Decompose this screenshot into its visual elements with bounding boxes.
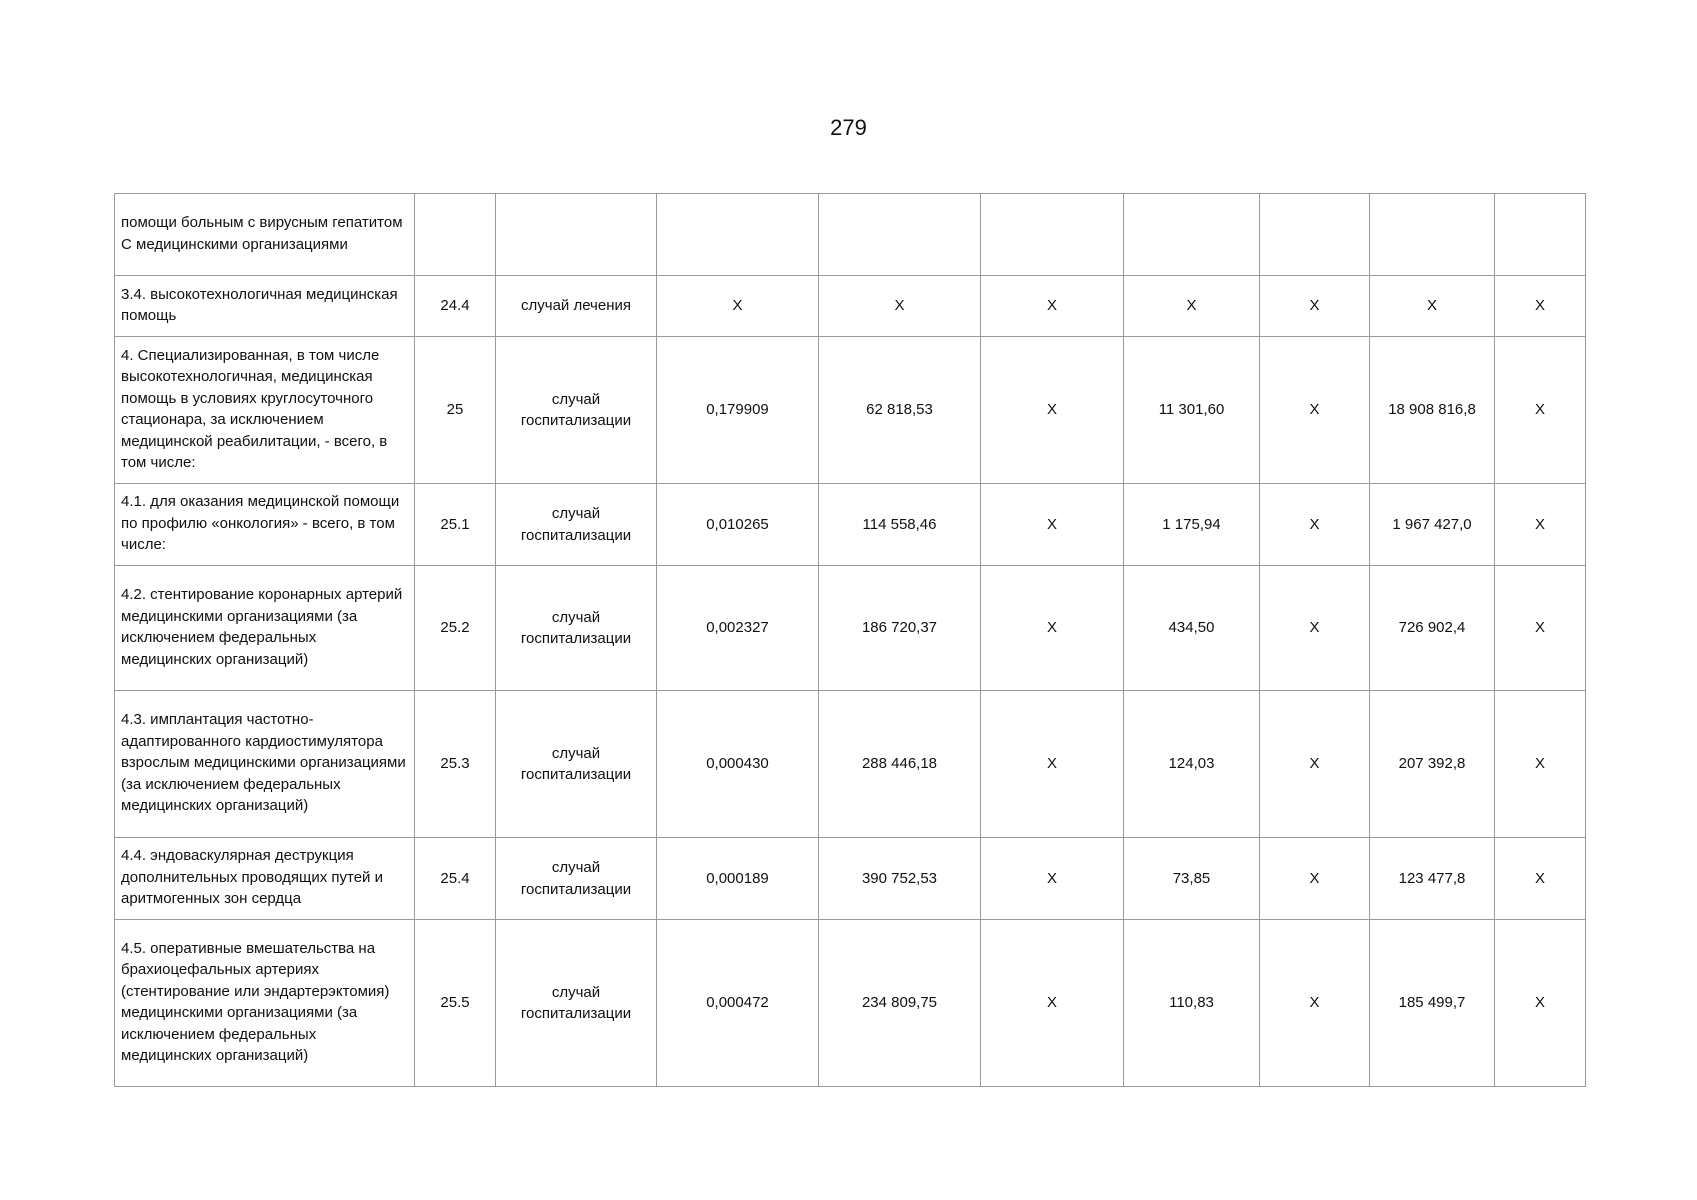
cell-col10: X bbox=[1495, 337, 1586, 484]
cell-col8: X bbox=[1260, 337, 1370, 484]
row-code: 25.4 bbox=[415, 838, 496, 920]
table-row bbox=[115, 276, 1586, 337]
row-description: 4.4. эндоваскулярная деструкция дополнительных проводящих путей и аритмогенных зон сердца bbox=[115, 838, 415, 920]
cell-col9: 18 908 816,8 bbox=[1370, 337, 1495, 484]
cell-col5: 288 446,18 bbox=[819, 691, 981, 838]
cell-col7: 1 175,94 bbox=[1124, 484, 1260, 566]
cell-col9: X bbox=[1370, 276, 1495, 337]
cell-col8: X bbox=[1260, 566, 1370, 691]
cell-col9: 207 392,8 bbox=[1370, 691, 1495, 838]
row-code: 24.4 bbox=[415, 276, 496, 337]
cell-col4: 0,000472 bbox=[657, 920, 819, 1087]
cell-col4: 0,010265 bbox=[657, 484, 819, 566]
cell-col7: 124,03 bbox=[1124, 691, 1260, 838]
cell-col9: 726 902,4 bbox=[1370, 566, 1495, 691]
cell-col4: 0,179909 bbox=[657, 337, 819, 484]
cell-col5: 186 720,37 bbox=[819, 566, 981, 691]
row-unit: случай госпитализации bbox=[496, 566, 657, 691]
cell-col5: 114 558,46 bbox=[819, 484, 981, 566]
cell-col5: 234 809,75 bbox=[819, 920, 981, 1087]
cell-col5 bbox=[819, 194, 981, 276]
cell-col9: 1 967 427,0 bbox=[1370, 484, 1495, 566]
cell-col7: 11 301,60 bbox=[1124, 337, 1260, 484]
table-row bbox=[115, 920, 1586, 1087]
cell-col8: X bbox=[1260, 484, 1370, 566]
row-unit bbox=[496, 194, 657, 276]
row-code: 25.5 bbox=[415, 920, 496, 1087]
row-unit: случай госпитализации bbox=[496, 691, 657, 838]
cell-col9: 185 499,7 bbox=[1370, 920, 1495, 1087]
cell-col6: X bbox=[981, 838, 1124, 920]
row-code: 25 bbox=[415, 337, 496, 484]
cell-col4: 0,002327 bbox=[657, 566, 819, 691]
cell-col6: X bbox=[981, 337, 1124, 484]
row-description: 4.2. стентирование коронарных артерий медицинскими организациями (за исключением федеральных медицинских организаций) bbox=[115, 566, 415, 691]
cell-col9: 123 477,8 bbox=[1370, 838, 1495, 920]
cell-col4 bbox=[657, 194, 819, 276]
cell-col5: 390 752,53 bbox=[819, 838, 981, 920]
row-code: 25.1 bbox=[415, 484, 496, 566]
cell-col10: X bbox=[1495, 920, 1586, 1087]
page-number: 279 bbox=[830, 115, 867, 140]
cell-col4: 0,000189 bbox=[657, 838, 819, 920]
row-unit: случай госпитализации bbox=[496, 838, 657, 920]
row-description: 4.5. оперативные вмешательства на брахиоцефальных артериях (стентирование или эндартерэктомия) медицинскими организациями (за исключением федеральных медицинских организаций) bbox=[115, 920, 415, 1087]
row-code bbox=[415, 194, 496, 276]
cell-col6: X bbox=[981, 484, 1124, 566]
cell-col7: 110,83 bbox=[1124, 920, 1260, 1087]
row-description: помощи больным с вирусным гепатитом С медицинскими организациями bbox=[115, 194, 415, 276]
cell-col7 bbox=[1124, 194, 1260, 276]
row-unit: случай лечения bbox=[496, 276, 657, 337]
cell-col6: X bbox=[981, 691, 1124, 838]
cell-col7: 434,50 bbox=[1124, 566, 1260, 691]
row-unit: случай госпитализации bbox=[496, 484, 657, 566]
cell-col9 bbox=[1370, 194, 1495, 276]
row-description: 4.3. имплантация частотно-адаптированного кардиостимулятора взрослым медицинскими организациями (за исключением федеральных медицинских организаций) bbox=[115, 691, 415, 838]
cell-col8: X bbox=[1260, 276, 1370, 337]
cell-col7: X bbox=[1124, 276, 1260, 337]
row-description: 4.1. для оказания медицинской помощи по профилю «онкология» - всего, в том числе: bbox=[115, 484, 415, 566]
cell-col6: X bbox=[981, 276, 1124, 337]
cell-col8: X bbox=[1260, 838, 1370, 920]
cell-col10: X bbox=[1495, 838, 1586, 920]
row-code: 25.3 bbox=[415, 691, 496, 838]
cell-col10: X bbox=[1495, 566, 1586, 691]
data-table bbox=[114, 193, 1586, 1087]
table-row bbox=[115, 691, 1586, 838]
cell-col8 bbox=[1260, 194, 1370, 276]
cell-col5: X bbox=[819, 276, 981, 337]
cell-col8: X bbox=[1260, 691, 1370, 838]
row-unit: случай госпитализации bbox=[496, 920, 657, 1087]
row-code: 25.2 bbox=[415, 566, 496, 691]
cell-col6: X bbox=[981, 566, 1124, 691]
cell-col10: X bbox=[1495, 484, 1586, 566]
row-unit: случай госпитализации bbox=[496, 337, 657, 484]
cell-col7: 73,85 bbox=[1124, 838, 1260, 920]
table-row bbox=[115, 484, 1586, 566]
table-row bbox=[115, 194, 1586, 276]
cell-col10: X bbox=[1495, 691, 1586, 838]
table-row bbox=[115, 838, 1586, 920]
cell-col4: X bbox=[657, 276, 819, 337]
table-row bbox=[115, 566, 1586, 691]
cell-col8: X bbox=[1260, 920, 1370, 1087]
cell-col4: 0,000430 bbox=[657, 691, 819, 838]
cell-col5: 62 818,53 bbox=[819, 337, 981, 484]
cell-col10 bbox=[1495, 194, 1586, 276]
row-description: 3.4. высокотехнологичная медицинская помощь bbox=[115, 276, 415, 337]
row-description: 4. Специализированная, в том числе высокотехнологичная, медицинская помощь в условиях круглосуточного стационара, за исключением медицинской реабилитации, - всего, в том числе: bbox=[115, 337, 415, 484]
table-row bbox=[115, 337, 1586, 484]
cell-col10: X bbox=[1495, 276, 1586, 337]
cell-col6 bbox=[981, 194, 1124, 276]
cell-col6: X bbox=[981, 920, 1124, 1087]
